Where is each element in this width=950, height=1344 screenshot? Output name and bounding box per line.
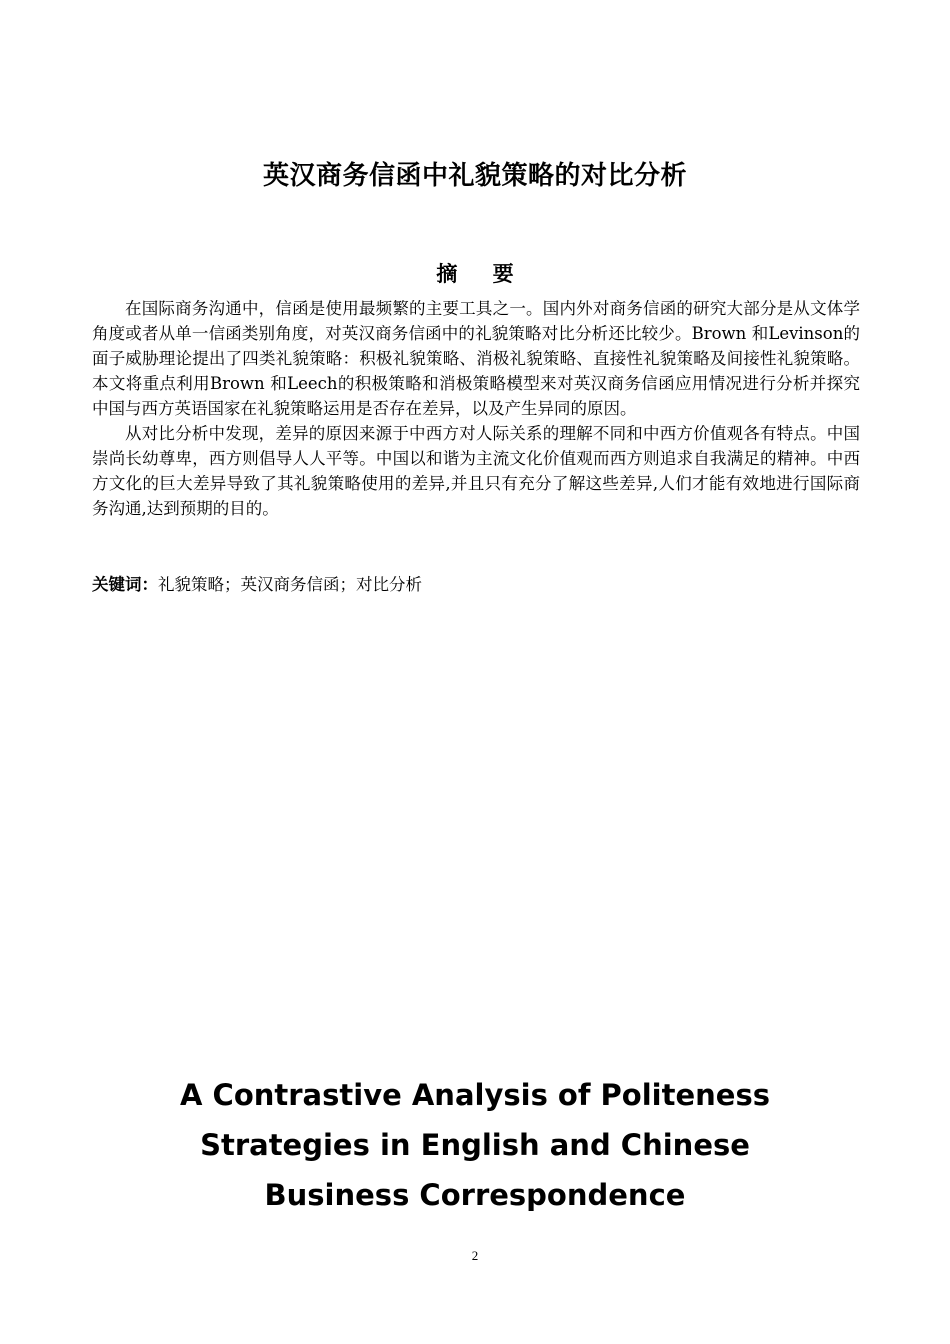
- keywords-line: [92, 572, 860, 597]
- abstract-heading: 摘 要: [436, 262, 528, 286]
- english-title-line: Business Correspondence: [264, 1178, 686, 1212]
- english-title-line: Strategies in English and Chinese: [200, 1128, 750, 1162]
- abstract-paragraph: 在国际商务沟通中，信函是使用最频繁的主要工具之一。国内外对商务信函的研究大部分是从文体学角度或者从单一信函类别角度，对英汉商务信函中的礼貌策略对比分析还比较少。Brown 和Levinson的面子威胁理论提出了四类礼貌策略：积极礼貌策略、消极礼貌策略、直接性礼貌策略及间接性礼貌策略。本文将重点利用Brown 和Leech的积极策略和消极策略模型来对英汉商务信函应用情况进行分析并探究中国与西方英语国家在礼貌策略运用是否存在差异，以及产生异同的原因。: [92, 299, 860, 418]
- keywords-text: 礼貌策略；英汉商务信函；对比分析: [158, 575, 422, 594]
- abstract-body: [92, 296, 860, 521]
- english-title-line: A Contrastive Analysis of Politeness: [180, 1078, 770, 1112]
- abstract-paragraph: 从对比分析中发现，差异的原因来源于中西方对人际关系的理解不同和中西方价值观各有特点。中国崇尚长幼尊卑，西方则倡导人人平等。中国以和谐为主流文化价值观而西方则追求自我满足的精神。中西方文化的巨大差异导致了其礼貌策略使用的差异,并且只有充分了解这些差异,人们才能有效地进行国际商务沟通,达到预期的目的。: [92, 424, 860, 518]
- keywords-label: 关键词：: [92, 575, 158, 594]
- chinese-title: 英汉商务信函中礼貌策略的对比分析: [262, 161, 687, 191]
- page-number: 2: [471, 1248, 479, 1263]
- english-title: [0, 1070, 950, 1220]
